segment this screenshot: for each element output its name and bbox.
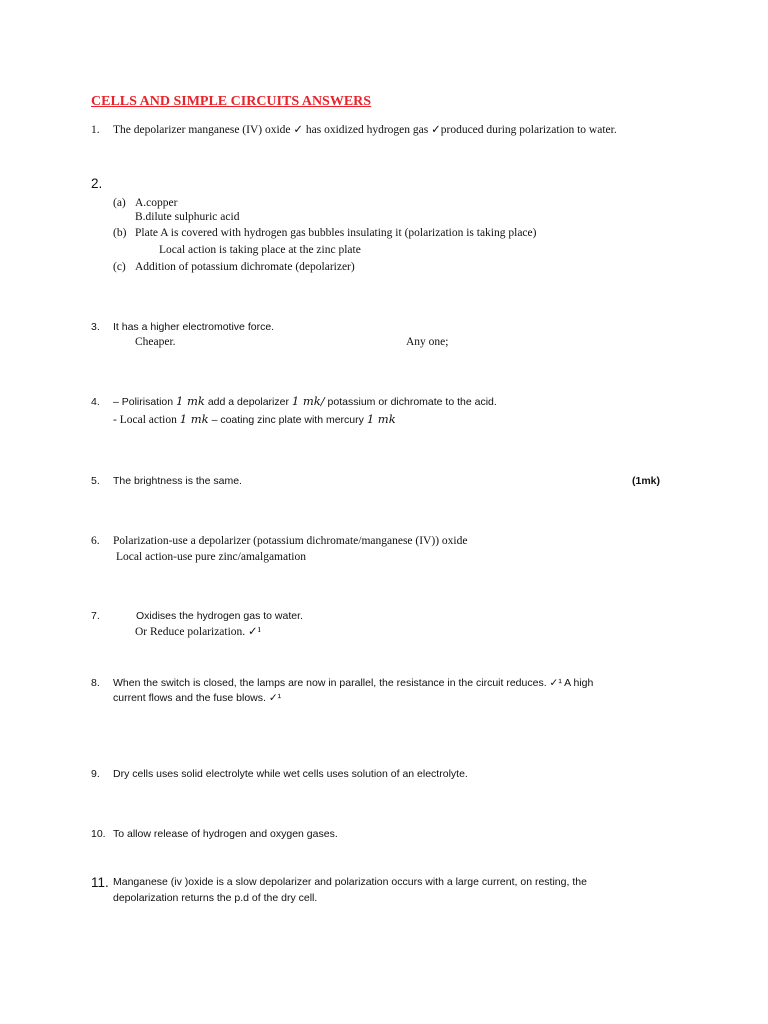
q2c-line1: Addition of potassium dichromate (depolarizer)	[135, 261, 355, 273]
q4-line1-part-c: potassium or dichromate to the acid.	[327, 396, 497, 408]
page-title: CELLS AND SIMPLE CIRCUITS ANSWERS	[91, 94, 372, 109]
q11-line1: Manganese (iv )oxide is a slow depolarizer and polarization occurs with a large current, on resting, the	[113, 876, 587, 888]
q8-number: 8.	[91, 677, 100, 689]
q10-number: 10.	[91, 828, 106, 840]
q6-line1: Polarization-use a depolarizer (potassium dichromate/manganese (IV)) oxide	[113, 535, 468, 547]
q3-line2: Cheaper.	[135, 336, 176, 348]
q11-number: 11.	[91, 875, 109, 890]
q8-line2: current flows and the fuse blows. ✓¹	[113, 692, 282, 704]
q1-number: 1.	[91, 124, 100, 136]
q1-answer: The depolarizer manganese (IV) oxide ✓ has oxidized hydrogen gas ✓produced during polarization to water.	[113, 124, 617, 136]
q9-answer: Dry cells uses solid electrolyte while wet cells uses solution of an electrolyte.	[113, 768, 468, 780]
q4-mark-1: 1 mk	[176, 394, 205, 408]
q2b-label: (b)	[113, 227, 127, 239]
q2b-line1: Plate A is covered with hydrogen gas bubbles insulating it (polarization is taking place)	[135, 227, 537, 239]
q5-number: 5.	[91, 475, 100, 487]
q7-number: 7.	[91, 610, 100, 622]
q9-number: 9.	[91, 768, 100, 780]
q7-line2: Or Reduce polarization. ✓¹	[135, 626, 262, 638]
q7-line1: Oxidises the hydrogen gas to water.	[136, 610, 303, 622]
q3-number: 3.	[91, 321, 100, 333]
q10-answer: To allow release of hydrogen and oxygen gases.	[113, 828, 338, 840]
q2a-label: (a)	[113, 197, 126, 209]
q4-line1-part-a: – Polirisation	[113, 396, 174, 408]
q4-line2-part-a: - Local action	[113, 414, 177, 426]
q4-line2	[113, 413, 396, 427]
q2c-label: (c)	[113, 261, 126, 273]
q4-line1-part-b: add a depolarizer	[207, 396, 289, 408]
q8-line1: When the switch is closed, the lamps are now in parallel, the resistance in the circuit reduces. ✓¹ A high	[113, 677, 594, 689]
q4-mark-2: 1 mk/	[291, 394, 325, 408]
q4-number: 4.	[91, 396, 100, 408]
q3-line1: It has a higher electromotive force.	[113, 321, 275, 333]
q2-number: 2.	[91, 176, 103, 191]
q2a-line1: A.copper	[135, 197, 178, 209]
q4-line2-part-b: – coating zinc plate with mercury	[211, 414, 364, 426]
q4-mark-4: 1 mk	[366, 412, 396, 426]
q11-line2: depolarization returns the p.d of the dry cell.	[113, 892, 318, 904]
q4-line1	[113, 395, 497, 409]
q3-note: Any one;	[406, 336, 449, 348]
q2b-line2: Local action is taking place at the zinc plate	[159, 244, 361, 256]
q5-answer: The brightness is the same.	[113, 475, 242, 487]
q6-number: 6.	[91, 535, 100, 547]
q6-line2: Local action-use pure zinc/amalgamation	[116, 551, 306, 563]
q5-mark: (1mk)	[632, 475, 661, 487]
q2a-line2: B.dilute sulphuric acid	[135, 211, 240, 223]
q4-mark-3: 1 mk	[179, 412, 209, 426]
